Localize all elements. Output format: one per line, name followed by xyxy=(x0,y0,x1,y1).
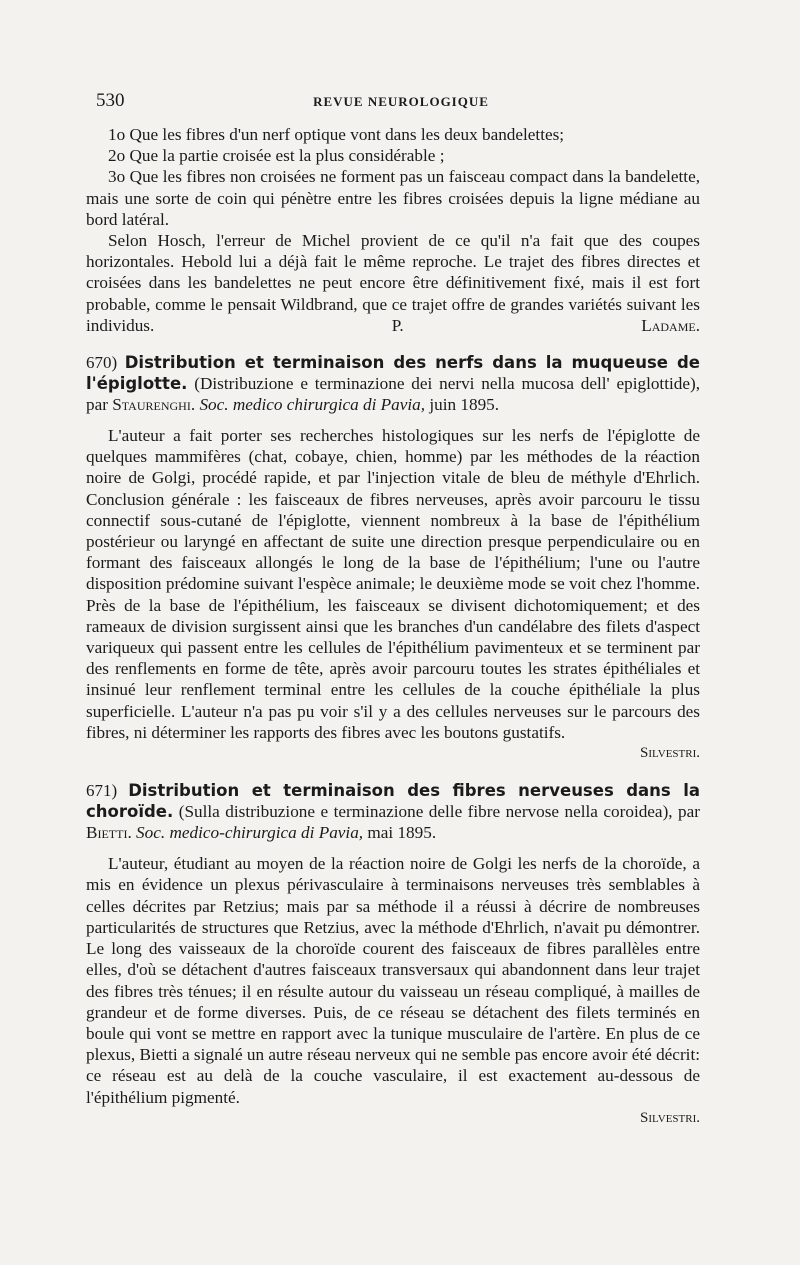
article-671-text: L'auteur, étudiant au moyen de la réaction noire de Golgi les nerfs de la choroïde, a mis en évidence un plexus périvasculaire à terminaisons nerveuses très semblables à celles décrites par Retzius; mais par sa méthode il a réussi à décrire de nombreuses particularités de structures que Retzius, avec la méthode d'Ehrlich, n'avait pu démontrer. Le long des vaisseaux de la choroïde courent des faisceaux de fibres parallèles entre elles, d'où se détachent d'autres faisceaux transversaux qui abandonnent dans leur trajet des fibres très ténues; il en résulte autour du vaisseau un réseau compliqué, à mailles de grandeur et de forme diverses. Puis, de ce réseau se détachent des filets terminés en boule qui vont se mettre en rapport avec la tunique musculaire de l'artère. En plus de ce plexus, Bietti a signalé un autre réseau nerveux qui ne semble pas encore avoir été décrit: ce réseau est au delà de la couche vasculaire, il est exactement au-dessous de l'épithélium pigmenté. xyxy=(86,854,700,1107)
article-670-signature: Silvestri. xyxy=(640,745,700,762)
article-670-author: Staurenghi. xyxy=(112,395,196,415)
article-670-number: 670) xyxy=(86,353,118,373)
intro-text: Selon Hosch, l'erreur de Michel provient de ce qu'il n'a fait que des coupes horizontales. Hebold lui a déjà fait le même reproche. Le trajet des fibres directes et croisées dans les bandelettes ne peut encore être définitivement fixé, mais il est fort probable, comme le pensait Wildbrand, que ce trajet offre de grandes variétés suivant les individus. xyxy=(86,231,700,335)
article-670-text: L'auteur a fait porter ses recherches histologiques sur les nerfs de l'épiglotte de quelques mammifères (chat, cobaye, chien, homme) par les méthodes de la réaction noire de Golgi, procédé rapide, et par l'injection vitale de bleu de méthyle d'Ehrlich. Conclusion générale : les faisceaux de fibres nerveuses, après avoir parcouru le tissu connectif sous-cutané de l'épiglotte, viennent nombreux à la base de l'épithélium postérieur ou laryngé en affectant de suite une direction presque perpendiculaire ou en formant des faisceaux allongés le long de la base de l'épithélium; l'une ou l'autre disposition prédomine suivant l'espèce animale; le deuxième mode se voit chez l'homme. Près de la base de l'épithélium, les faisceaux se divisent dichotomiquement; et des rameaux de division surgissent ainsi que les branches d'un candélabre des filets d'aspect variqueux qui passent entre les cellules de l'épithélium pavimenteux et se terminent par des renflements en forme de tête, après avoir parcouru toutes les strates épithéliales et insinué leur renflement terminal entre les cellules de la couche épithéliale la plus superficielle. L'auteur n'a pas pu voir s'il y a des cellules nerveuses sur le parcours des fibres, ni déterminer les rapports des fibres avec les boutons gustatifs. xyxy=(86,426,700,742)
article-671-date: mai 1895. xyxy=(367,823,437,843)
article-671-signature-row xyxy=(86,1108,700,1129)
article-670-subtitle: (Distribuzione e terminazione dei nervi nella mucosa dell' epiglottide), par xyxy=(86,374,701,415)
article-670-journal: Soc. medico chirurgica di Pavia, xyxy=(199,395,426,415)
intro-paragraph xyxy=(86,230,700,336)
article-670-title: Distribution et terminaison des nerfs dans la muqueuse de l'épiglotte. xyxy=(86,353,700,394)
article-671-journal: Soc. medico-chirurgica di Pavia, xyxy=(136,823,364,843)
article-670-signature-row xyxy=(86,743,700,764)
page-body xyxy=(86,124,700,1129)
intro-point-1: 1o Que les fibres d'un nerf optique vont dans les deux bandelettes; xyxy=(108,125,565,144)
article-671-signature: Silvestri. xyxy=(640,1109,700,1126)
article-671-subtitle: (Sulla distribuzione e terminazione delle fibre nervose nella coroidea), par xyxy=(178,802,701,822)
page-number: 530 xyxy=(96,90,125,111)
article-671-number: 671) xyxy=(86,781,118,801)
page-header xyxy=(96,90,706,116)
article-671-heading xyxy=(86,780,700,843)
intro-signature: P. Ladame. xyxy=(391,315,700,335)
intro-point-3: 3o Que les fibres non croisées ne forment pas un faisceau compact dans la bandelette, mais une sorte de coin qui pénètre entre les fibres croisées depuis la ligne médiane au bord latéral. xyxy=(86,167,700,229)
article-671-author: Bietti. xyxy=(86,823,132,843)
intro-point-2: 2o Que la partie croisée est la plus considérable ; xyxy=(108,146,445,166)
article-671-title: Distribution et terminaison des fibres nerveuses dans la choroïde. xyxy=(86,781,701,822)
running-title: REVUE NEUROLOGIQUE xyxy=(313,94,489,109)
article-670-date: juin 1895. xyxy=(429,395,500,415)
article-670-heading xyxy=(86,352,700,415)
